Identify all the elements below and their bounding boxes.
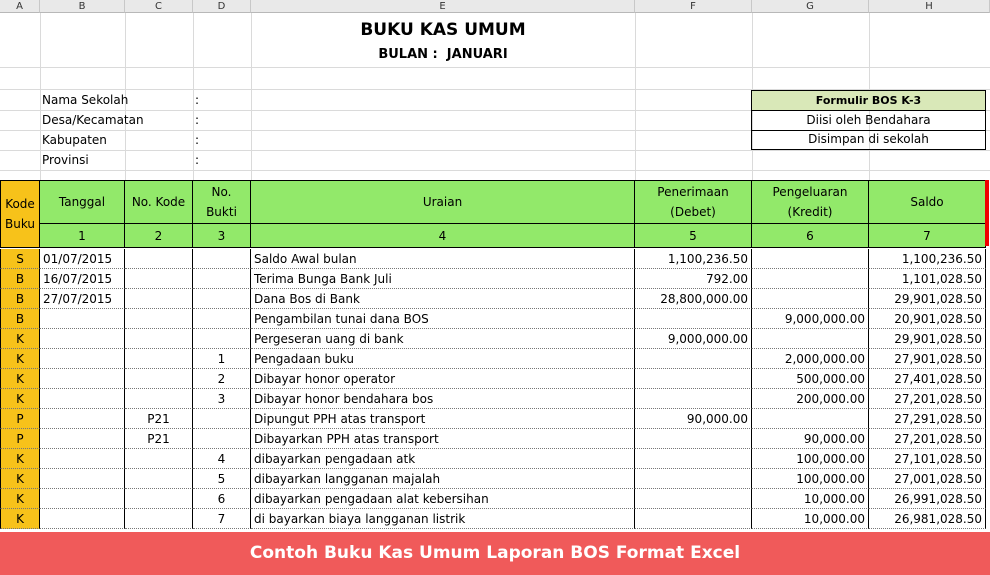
info-colon: : bbox=[195, 93, 200, 107]
info-label-nama-sekolah: Nama Sekolah bbox=[42, 93, 129, 107]
cell-kode-buku[interactable]: P bbox=[0, 409, 40, 429]
cell-uraian[interactable]: dibayarkan pengadaan alat kebersihan bbox=[251, 489, 635, 509]
cell-pengeluaran[interactable]: 100,000.00 bbox=[752, 469, 869, 489]
header-uraian[interactable]: Uraian bbox=[251, 180, 635, 224]
page-subtitle: BULAN : JANUARI bbox=[378, 47, 508, 62]
cell-pengeluaran[interactable] bbox=[752, 409, 869, 429]
selection-marker bbox=[985, 180, 989, 246]
cell-no-kode[interactable]: P21 bbox=[125, 409, 193, 429]
info-colon: : bbox=[195, 113, 200, 127]
header-kode-line2: Buku bbox=[4, 217, 36, 231]
cell-no-bukti[interactable]: 7 bbox=[193, 509, 251, 529]
cell-uraian[interactable]: Pergeseran uang di bank bbox=[251, 329, 635, 349]
info-label-desa: Desa/Kecamatan bbox=[42, 113, 144, 127]
cell-saldo[interactable]: 26,981,028.50 bbox=[869, 509, 986, 529]
cell-penerimaan[interactable] bbox=[635, 429, 752, 449]
table-row bbox=[0, 369, 988, 389]
cell-no-kode[interactable] bbox=[125, 389, 193, 409]
cell-penerimaan[interactable] bbox=[635, 389, 752, 409]
cell-uraian[interactable]: Dibayar honor bendahara bos bbox=[251, 389, 635, 409]
cell-saldo[interactable]: 27,291,028.50 bbox=[869, 409, 986, 429]
cell-saldo[interactable]: 27,201,028.50 bbox=[869, 429, 986, 449]
table-row bbox=[0, 349, 988, 369]
cell-saldo[interactable]: 27,101,028.50 bbox=[869, 449, 986, 469]
bos-form-line2: Disimpan di sekolah bbox=[751, 130, 986, 150]
column-header-e[interactable]: E bbox=[251, 0, 635, 13]
cell-penerimaan[interactable] bbox=[635, 469, 752, 489]
cell-no-bukti[interactable]: 5 bbox=[193, 469, 251, 489]
cell-no-bukti[interactable] bbox=[193, 409, 251, 429]
cell-penerimaan[interactable] bbox=[635, 449, 752, 469]
cell-penerimaan[interactable] bbox=[635, 349, 752, 369]
cell-pengeluaran[interactable]: 500,000.00 bbox=[752, 369, 869, 389]
cell-no-bukti[interactable] bbox=[193, 289, 251, 309]
cell-tanggal[interactable] bbox=[40, 309, 125, 329]
header-pengeluaran-line1: Pengeluaran bbox=[772, 185, 848, 199]
header-number-4: 4 bbox=[251, 224, 635, 248]
cell-uraian[interactable]: Dipungut PPH atas transport bbox=[251, 409, 635, 429]
header-kode-line1: Kode bbox=[5, 197, 35, 211]
cell-tanggal[interactable] bbox=[40, 429, 125, 449]
cell-pengeluaran[interactable]: 90,000.00 bbox=[752, 429, 869, 449]
table-row bbox=[0, 249, 988, 269]
header-no-bukti-line2: Bukti bbox=[206, 205, 237, 219]
cell-uraian[interactable]: Dana Bos di Bank bbox=[251, 289, 635, 309]
caption-banner: Contoh Buku Kas Umum Laporan BOS Format Excel bbox=[0, 532, 990, 575]
cell-no-kode[interactable] bbox=[125, 349, 193, 369]
cell-kode-buku[interactable]: K bbox=[0, 389, 40, 409]
cell-pengeluaran[interactable]: 10,000.00 bbox=[752, 509, 869, 529]
cell-tanggal[interactable]: 16/07/2015 bbox=[40, 269, 125, 289]
column-header-b[interactable]: B bbox=[40, 0, 125, 13]
cell-uraian[interactable]: Terima Bunga Bank Juli bbox=[251, 269, 635, 289]
cell-no-kode[interactable] bbox=[125, 509, 193, 529]
cell-kode-buku[interactable]: K bbox=[0, 329, 40, 349]
cell-no-kode[interactable] bbox=[125, 489, 193, 509]
cell-pengeluaran[interactable]: 100,000.00 bbox=[752, 449, 869, 469]
cell-no-bukti[interactable]: 4 bbox=[193, 449, 251, 469]
header-penerimaan-line1: Penerimaan bbox=[657, 185, 729, 199]
cell-tanggal[interactable] bbox=[40, 329, 125, 349]
header-pengeluaran[interactable] bbox=[752, 180, 869, 224]
cell-tanggal[interactable]: 27/07/2015 bbox=[40, 289, 125, 309]
table-row bbox=[0, 509, 988, 529]
cell-kode-buku[interactable]: K bbox=[0, 469, 40, 489]
cell-pengeluaran[interactable] bbox=[752, 269, 869, 289]
cell-no-kode[interactable] bbox=[125, 369, 193, 389]
cell-no-bukti[interactable]: 2 bbox=[193, 369, 251, 389]
cell-no-kode[interactable] bbox=[125, 249, 193, 269]
cell-saldo[interactable]: 29,901,028.50 bbox=[869, 289, 986, 309]
cell-no-bukti[interactable] bbox=[193, 269, 251, 289]
bos-form-header: Formulir BOS K-3 bbox=[751, 90, 986, 111]
column-header-d[interactable]: D bbox=[193, 0, 251, 13]
table-row bbox=[0, 309, 988, 329]
cell-penerimaan[interactable] bbox=[635, 509, 752, 529]
cell-tanggal[interactable] bbox=[40, 469, 125, 489]
cell-saldo[interactable]: 20,901,028.50 bbox=[869, 309, 986, 329]
cell-kode-buku[interactable]: K bbox=[0, 489, 40, 509]
cell-saldo[interactable]: 1,101,028.50 bbox=[869, 269, 986, 289]
cell-tanggal[interactable] bbox=[40, 489, 125, 509]
header-tanggal[interactable]: Tanggal bbox=[40, 180, 125, 224]
cell-no-kode[interactable] bbox=[125, 289, 193, 309]
table-row bbox=[0, 289, 988, 309]
header-number-6: 6 bbox=[752, 224, 869, 248]
bos-form-line1: Diisi oleh Bendahara bbox=[751, 110, 986, 131]
cell-saldo[interactable]: 27,401,028.50 bbox=[869, 369, 986, 389]
cell-saldo[interactable]: 27,001,028.50 bbox=[869, 469, 986, 489]
cell-uraian[interactable]: Pengambilan tunai dana BOS bbox=[251, 309, 635, 329]
table-row bbox=[0, 429, 988, 449]
header-number-2: 2 bbox=[125, 224, 193, 248]
table-row bbox=[0, 409, 988, 429]
table-row bbox=[0, 269, 988, 289]
cell-no-bukti[interactable] bbox=[193, 429, 251, 449]
header-no-bukti[interactable] bbox=[193, 180, 251, 224]
cell-tanggal[interactable] bbox=[40, 349, 125, 369]
table-row bbox=[0, 449, 988, 469]
cell-kode-buku[interactable]: P bbox=[0, 429, 40, 449]
cell-uraian[interactable]: di bayarkan biaya langganan listrik bbox=[251, 509, 635, 529]
cell-penerimaan[interactable] bbox=[635, 309, 752, 329]
cell-tanggal[interactable] bbox=[40, 369, 125, 389]
cell-no-bukti[interactable]: 6 bbox=[193, 489, 251, 509]
info-colon: : bbox=[195, 133, 200, 147]
cell-uraian[interactable]: Saldo Awal bulan bbox=[251, 249, 635, 269]
column-header-c[interactable]: C bbox=[125, 0, 193, 13]
cell-kode-buku[interactable]: K bbox=[0, 369, 40, 389]
cell-saldo[interactable]: 27,201,028.50 bbox=[869, 389, 986, 409]
cell-no-bukti[interactable] bbox=[193, 329, 251, 349]
column-header-h[interactable]: H bbox=[869, 0, 990, 13]
table-row bbox=[0, 469, 988, 489]
cell-kode-buku[interactable]: B bbox=[0, 289, 40, 309]
table-row bbox=[0, 489, 988, 509]
cell-no-bukti[interactable] bbox=[193, 309, 251, 329]
cell-kode-buku[interactable]: B bbox=[0, 309, 40, 329]
table-row bbox=[0, 329, 988, 349]
cell-tanggal[interactable] bbox=[40, 449, 125, 469]
cell-saldo[interactable]: 27,901,028.50 bbox=[869, 349, 986, 369]
cell-penerimaan[interactable]: 90,000.00 bbox=[635, 409, 752, 429]
cell-penerimaan[interactable]: 9,000,000.00 bbox=[635, 329, 752, 349]
column-header-g[interactable]: G bbox=[752, 0, 869, 13]
cell-penerimaan[interactable]: 792.00 bbox=[635, 269, 752, 289]
cell-uraian[interactable]: Dibayar honor operator bbox=[251, 369, 635, 389]
cell-pengeluaran[interactable] bbox=[752, 289, 869, 309]
cell-no-kode[interactable] bbox=[125, 449, 193, 469]
page-title: BUKU KAS UMUM bbox=[360, 20, 526, 40]
cell-penerimaan[interactable] bbox=[635, 489, 752, 509]
cell-kode-buku[interactable]: B bbox=[0, 269, 40, 289]
header-number-7: 7 bbox=[869, 224, 986, 248]
cell-no-bukti[interactable]: 3 bbox=[193, 389, 251, 409]
info-colon: : bbox=[195, 153, 200, 167]
cell-kode-buku[interactable]: K bbox=[0, 449, 40, 469]
info-label-provinsi: Provinsi bbox=[42, 153, 89, 167]
header-number-3: 3 bbox=[193, 224, 251, 248]
column-header-a[interactable]: A bbox=[0, 0, 40, 13]
column-header-f[interactable]: F bbox=[635, 0, 752, 13]
cell-uraian[interactable]: dibayarkan langganan majalah bbox=[251, 469, 635, 489]
header-kode-buku[interactable] bbox=[0, 180, 40, 248]
cell-tanggal[interactable] bbox=[40, 389, 125, 409]
cell-kode-buku[interactable]: K bbox=[0, 509, 40, 529]
header-penerimaan[interactable] bbox=[635, 180, 752, 224]
header-pengeluaran-line2: (Kredit) bbox=[787, 205, 833, 219]
header-no-bukti-line1: No. bbox=[211, 185, 232, 199]
cell-uraian[interactable]: Pengadaan buku bbox=[251, 349, 635, 369]
cell-penerimaan[interactable]: 28,800,000.00 bbox=[635, 289, 752, 309]
cell-pengeluaran[interactable] bbox=[752, 329, 869, 349]
header-saldo[interactable]: Saldo bbox=[869, 180, 986, 224]
cell-pengeluaran[interactable]: 10,000.00 bbox=[752, 489, 869, 509]
cell-tanggal[interactable]: 01/07/2015 bbox=[40, 249, 125, 269]
cell-kode-buku[interactable]: S bbox=[0, 249, 40, 269]
cell-saldo[interactable]: 26,991,028.50 bbox=[869, 489, 986, 509]
cell-penerimaan[interactable]: 1,100,236.50 bbox=[635, 249, 752, 269]
cell-tanggal[interactable] bbox=[40, 409, 125, 429]
cell-uraian[interactable]: dibayarkan pengadaan atk bbox=[251, 449, 635, 469]
table-row bbox=[0, 389, 988, 409]
header-number-5: 5 bbox=[635, 224, 752, 248]
cell-no-bukti[interactable] bbox=[193, 249, 251, 269]
cell-pengeluaran[interactable]: 200,000.00 bbox=[752, 389, 869, 409]
cell-no-kode[interactable] bbox=[125, 469, 193, 489]
cell-kode-buku[interactable]: K bbox=[0, 349, 40, 369]
cell-uraian[interactable]: Dibayarkan PPH atas transport bbox=[251, 429, 635, 449]
cell-penerimaan[interactable] bbox=[635, 369, 752, 389]
cell-no-kode[interactable] bbox=[125, 309, 193, 329]
cell-pengeluaran[interactable] bbox=[752, 249, 869, 269]
cell-tanggal[interactable] bbox=[40, 509, 125, 529]
header-number-1: 1 bbox=[40, 224, 125, 248]
cell-no-kode[interactable]: P21 bbox=[125, 429, 193, 449]
cell-saldo[interactable]: 1,100,236.50 bbox=[869, 249, 986, 269]
cell-pengeluaran[interactable]: 9,000,000.00 bbox=[752, 309, 869, 329]
info-label-kabupaten: Kabupaten bbox=[42, 133, 107, 147]
header-no-kode[interactable]: No. Kode bbox=[125, 180, 193, 224]
cell-saldo[interactable]: 29,901,028.50 bbox=[869, 329, 986, 349]
cell-pengeluaran[interactable]: 2,000,000.00 bbox=[752, 349, 869, 369]
cell-no-bukti[interactable]: 1 bbox=[193, 349, 251, 369]
header-penerimaan-line2: (Debet) bbox=[670, 205, 716, 219]
cell-no-kode[interactable] bbox=[125, 329, 193, 349]
cell-no-kode[interactable] bbox=[125, 269, 193, 289]
